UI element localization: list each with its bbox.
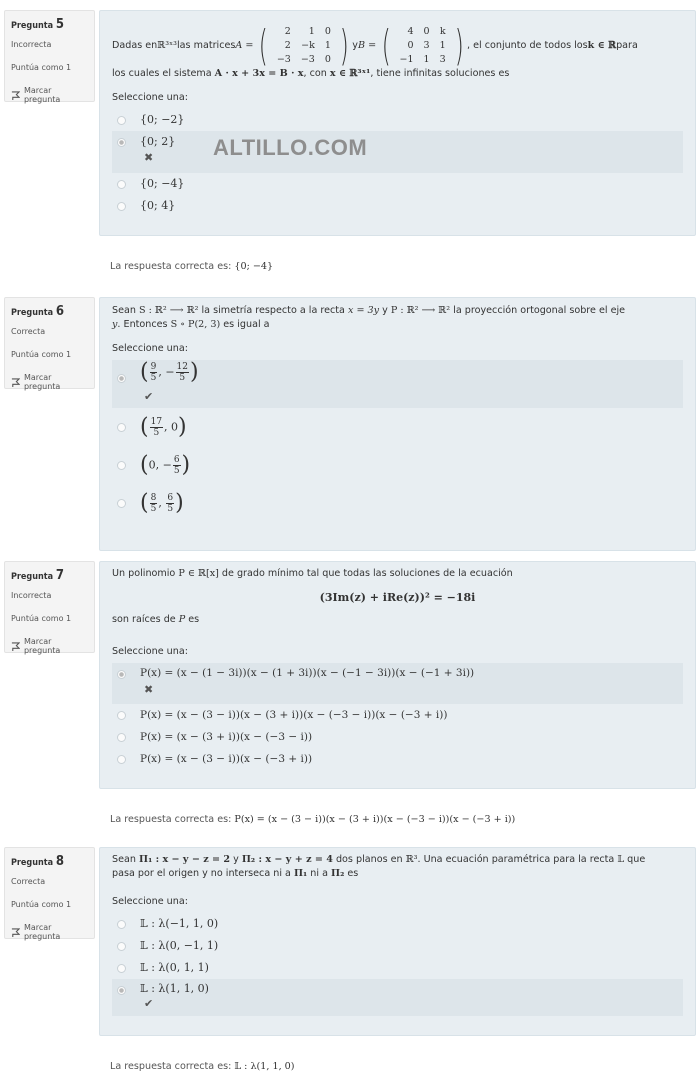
flag-icon xyxy=(11,91,20,100)
option-3[interactable]: (0, − $\frac{6}{5}$ ) xyxy=(112,446,683,484)
matrix-b: ( 4 0 k 0 3 1 −1 1 3 ) xyxy=(381,21,464,70)
cross-icon: ✖ xyxy=(144,151,154,164)
option-4[interactable]: {0; 4} xyxy=(112,195,683,217)
question-text-2: pasa por el origen y no interseca ni a Π₁ ni a Π₂ es xyxy=(112,868,359,879)
radio-button[interactable] xyxy=(117,986,126,995)
question-info-5 xyxy=(4,10,95,102)
option-2[interactable]: 𝕃 : λ(0, −1, 1) xyxy=(112,935,683,957)
question-text-2: los cuales el sistema A · x + 3x = B · x, con x ∈ ℝ³ˣ¹, tiene infinitas soluciones es xyxy=(112,68,510,79)
radio-button[interactable] xyxy=(117,755,126,764)
flag-question-button[interactable]: Marcar pregunta xyxy=(11,637,90,655)
question-info-7 xyxy=(4,561,95,653)
option-4-selected[interactable]: 𝕃 : λ(1, 1, 0) ✔ xyxy=(112,979,683,1016)
flag-icon xyxy=(11,378,20,387)
cross-icon: ✖ xyxy=(144,683,154,696)
question-text-2: son raíces de P es xyxy=(112,614,200,625)
correct-answer: La respuesta correcta es: {0; −4} xyxy=(110,261,274,272)
question-content-8 xyxy=(99,847,696,1036)
select-label: Seleccione una: xyxy=(112,343,188,354)
question-score: Puntúa como 1 xyxy=(11,63,72,72)
radio-button[interactable] xyxy=(117,942,126,951)
question-info-8 xyxy=(4,847,95,939)
question-text: Sean S : ℝ² ⟶ ℝ² la simetría respecto a la recta x = 3y y P : ℝ² ⟶ ℝ² la proyección ortogonal sobre el eje xyxy=(112,305,626,316)
check-icon: ✔ xyxy=(144,390,154,403)
radio-button[interactable] xyxy=(117,423,126,432)
option-2-selected[interactable]: {0; 2} ✖ xyxy=(112,131,683,173)
option-3[interactable]: 𝕃 : λ(0, 1, 1) xyxy=(112,957,683,979)
flag-question-button[interactable]: Marcar pregunta xyxy=(11,86,90,104)
radio-button[interactable] xyxy=(117,138,126,147)
question-score: Puntúa como 1 xyxy=(11,350,72,359)
question-status: Incorrecta xyxy=(11,40,52,49)
radio-button[interactable] xyxy=(117,374,126,383)
radio-button[interactable] xyxy=(117,116,126,125)
flag-icon xyxy=(11,642,20,651)
option-1-selected[interactable]: P(x) = (x − (1 − 3i))(x − (1 + 3i))(x − (−1 − 3i))(x − (−1 + 3i)) ✖ xyxy=(112,663,683,704)
option-1-selected[interactable]: ( $\frac{9}{5}$ , − $\frac{12}{5}$ ) ✔ xyxy=(112,360,683,408)
option-2[interactable]: ( $\frac{17}{5}$ , 0) xyxy=(112,408,683,446)
question-text: Sean Π₁ : x − y − z = 2 y Π₂ : x − y + z = 4 dos planos en ℝ³. Una ecuación paramétrica para la recta 𝕃 que xyxy=(112,854,646,865)
question-number: Pregunta 5 xyxy=(11,17,65,32)
matrix-a: ( 2 1 0 2 −k 1 −3 −3 0 ) xyxy=(259,21,349,70)
option-2[interactable]: P(x) = (x − (3 − i))(x − (3 + i))(x − (−3 − i))(x − (−3 + i)) xyxy=(112,704,683,726)
radio-button[interactable] xyxy=(117,461,126,470)
option-3[interactable]: P(x) = (x − (3 + i))(x − (−3 − i)) xyxy=(112,726,683,748)
equation: (3Im(z) + iRe(z))² = −18i xyxy=(319,591,476,604)
select-label: Seleccione una: xyxy=(112,896,188,907)
question-score: Puntúa como 1 xyxy=(11,900,72,909)
question-number: Pregunta 7 xyxy=(11,568,65,583)
radio-button[interactable] xyxy=(117,180,126,189)
question-info-6 xyxy=(4,297,95,389)
flag-question-button[interactable]: Marcar pregunta xyxy=(11,373,90,391)
question-content-6 xyxy=(99,297,696,551)
question-number: Pregunta 8 xyxy=(11,854,65,869)
radio-button[interactable] xyxy=(117,964,126,973)
option-3[interactable]: {0; −4} xyxy=(112,173,683,195)
flag-question-button[interactable]: Marcar pregunta xyxy=(11,923,90,941)
select-label: Seleccione una: xyxy=(112,646,188,657)
radio-button[interactable] xyxy=(117,202,126,211)
radio-button[interactable] xyxy=(117,920,126,929)
correct-answer: La respuesta correcta es: 𝕃 : λ(1, 1, 0) xyxy=(110,1061,295,1072)
question-status: Correcta xyxy=(11,877,46,886)
question-number: Pregunta 6 xyxy=(11,304,65,319)
question-status: Incorrecta xyxy=(11,591,52,600)
select-label: Seleccione una: xyxy=(112,92,188,103)
question-score: Puntúa como 1 xyxy=(11,614,72,623)
question-text-2: y. Entonces S ∘ P(2, 3) es igual a xyxy=(112,319,270,330)
option-1[interactable]: 𝕃 : λ(−1, 1, 0) xyxy=(112,913,683,935)
question-content-5 xyxy=(99,10,696,236)
option-4[interactable]: ( $\frac{8}{5}$ , $\frac{6}{5}$ ) xyxy=(112,484,683,522)
option-1[interactable]: {0; −2} xyxy=(112,109,683,131)
watermark: ALTILLO.COM xyxy=(213,135,368,160)
option-4[interactable]: P(x) = (x − (3 − i))(x − (−3 + i)) xyxy=(112,748,683,770)
question-status: Correcta xyxy=(11,327,46,336)
radio-button[interactable] xyxy=(117,670,126,679)
question-text: Un polinomio P ∈ ℝ[x] de grado mínimo tal que todas las soluciones de la ecuación xyxy=(112,568,513,579)
radio-button[interactable] xyxy=(117,733,126,742)
check-icon: ✔ xyxy=(144,997,154,1010)
correct-answer: La respuesta correcta es: P(x) = (x − (3 − i))(x − (3 + i))(x − (−3 − i))(x − (−3 + i)) xyxy=(110,814,516,825)
flag-icon xyxy=(11,928,20,937)
radio-button[interactable] xyxy=(117,499,126,508)
radio-button[interactable] xyxy=(117,711,126,720)
question-text: Dadas en ℝ³ˣ³ las matrices A = ( 2 1 0 2 −k 1 −3 −3 0 ) y B = ( 4 0 k 0 3 1 −1 1 3 ) , el conjunto de todos los k ∈ ℝ para xyxy=(112,21,638,70)
question-content-7 xyxy=(99,561,696,789)
